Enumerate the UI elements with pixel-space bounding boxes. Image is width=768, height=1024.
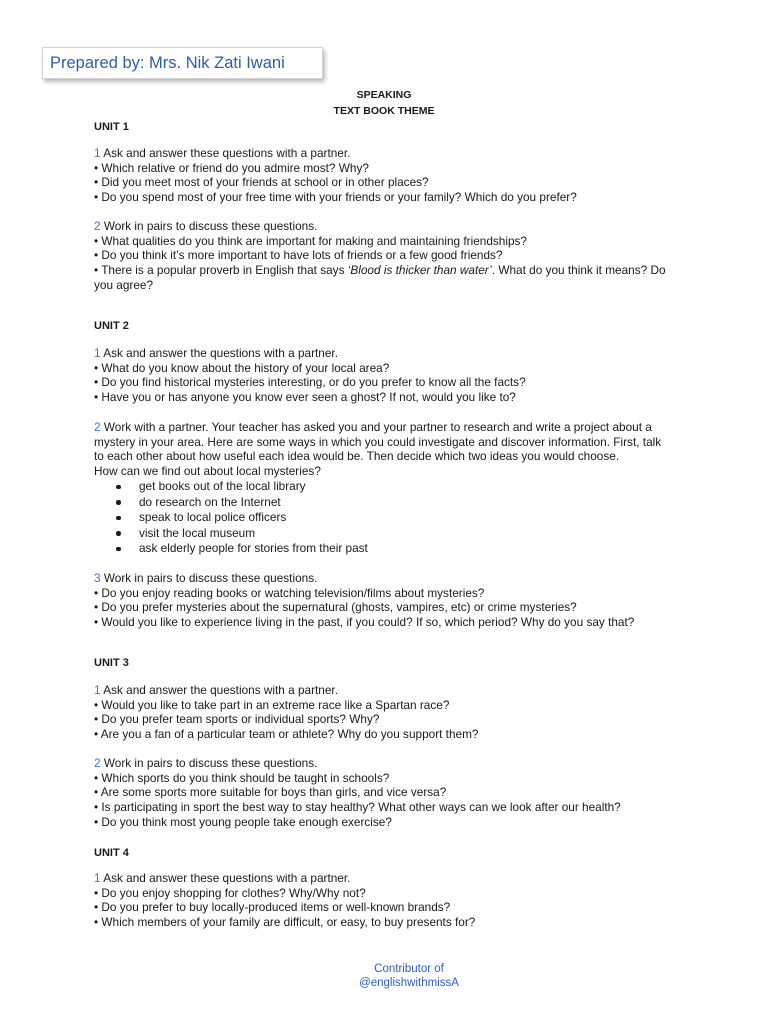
task-instruction [94, 420, 661, 435]
list-item-text: get books out of the local library [139, 479, 306, 493]
list-item [94, 526, 368, 542]
task-instruction-text: mystery in your area. Here are some ways in which you could investigate and discover information. First, talk [94, 434, 662, 449]
task-prompt: How can we find out about local mysteries? [94, 464, 321, 479]
task-number: 2 [94, 756, 101, 770]
task-instruction-text: Work with a partner. Your teacher has asked you and your partner to research and write a project about a [103, 420, 652, 434]
unit-heading: UNIT 2 [94, 320, 129, 332]
list-item [94, 510, 368, 526]
task-block [94, 219, 666, 292]
task-instruction [94, 346, 526, 361]
bullet-icon [116, 516, 121, 521]
task-instruction-text: Ask and answer these questions with a partner. [103, 146, 351, 160]
list-item [94, 541, 368, 557]
list-item-text: speak to local police officers [139, 510, 287, 524]
question-item: • Did you meet most of your friends at school or in other places? [94, 175, 429, 190]
question-text: . What do you think it means? Do [491, 263, 666, 278]
task-number: 1 [94, 146, 101, 160]
task-number: 1 [94, 871, 101, 885]
task-block [94, 571, 634, 630]
ideas-list [94, 479, 368, 557]
task-number: 1 [94, 346, 101, 360]
prepared-by-text: Prepared by: Mrs. Nik Zati Iwani [50, 54, 285, 72]
task-instruction-text: to each other about how useful each idea would be. Then decide which two ideas you would choose. [94, 449, 620, 464]
task-block [94, 146, 577, 205]
bullet-icon [116, 547, 121, 552]
task-instruction [94, 571, 634, 586]
task-instruction [94, 683, 478, 698]
task-instruction-text: Ask and answer these questions with a partner. [103, 871, 351, 885]
question-item: • Do you think it’s more important to have lots of friends or a few good friends? [94, 248, 503, 263]
task-instruction [94, 756, 621, 771]
footer-contributor-handle: @englishwithmissA [359, 977, 459, 989]
question-item-proverb [94, 263, 666, 278]
footer-contributor-label: Contributor of [374, 963, 444, 975]
task-block [94, 346, 526, 405]
list-item-text: ask elderly people for stories from their past [139, 541, 368, 555]
question-item: • Do you prefer team sports or individual sports? Why? [94, 712, 380, 727]
question-item: • Do you spend most of your free time with your friends or your family? Which do you prefer? [94, 190, 577, 205]
question-item: • Which relative or friend do you admire most? Why? [94, 160, 369, 175]
task-instruction-text: Ask and answer the questions with a partner. [103, 346, 338, 360]
question-item: • Which members of your family are difficult, or easy, to buy presents for? [94, 915, 476, 930]
task-block [94, 683, 478, 742]
question-item: • Are some sports more suitable for boys than girls, and vice versa? [94, 785, 447, 800]
unit-heading: UNIT 1 [94, 121, 129, 133]
page-subtitle: TEXT BOOK THEME [333, 104, 435, 117]
question-item: • Which sports do you think should be taught in schools? [94, 770, 390, 785]
question-item: • What qualities do you think are important for making and maintaining friendships? [94, 233, 527, 248]
task-instruction [94, 219, 666, 234]
task-block [94, 420, 661, 479]
list-item-text: visit the local museum [139, 525, 256, 540]
question-item: • Do you prefer mysteries about the supernatural (ghosts, vampires, etc) or crime mysteries? [94, 600, 577, 615]
task-number: 2 [94, 420, 101, 434]
task-instruction-text: Work in pairs to discuss these questions. [103, 219, 318, 233]
bullet-icon [116, 485, 121, 490]
task-instruction [94, 146, 577, 161]
unit-heading: UNIT 3 [94, 657, 129, 669]
task-number: 2 [94, 219, 101, 233]
bullet-icon [116, 531, 121, 536]
question-item: • Do you think most young people take enough exercise? [94, 814, 392, 829]
question-item: • Do you prefer to buy locally-produced items or well-known brands? [94, 900, 451, 915]
question-item: • Are you a fan of a particular team or athlete? Why do you support them? [94, 727, 479, 742]
task-instruction-text: Work in pairs to discuss these questions. [103, 756, 318, 770]
list-item [94, 495, 368, 511]
task-block [94, 871, 475, 930]
question-item: • Do you enjoy shopping for clothes? Why/Why not? [94, 885, 366, 900]
list-item [94, 479, 368, 495]
task-number: 1 [94, 683, 101, 697]
question-item: • Would you like to experience living in the past, if you could? If so, which period? Why do you say that? [94, 615, 635, 630]
question-item: • Have you or has anyone you know ever seen a ghost? If not, would you like to? [94, 390, 516, 405]
question-item: • Do you find historical mysteries interesting, or do you prefer to know all the facts? [94, 375, 526, 390]
bullet-icon [116, 500, 121, 505]
prepared-by-box [42, 47, 323, 79]
question-item: • What do you know about the history of your local area? [94, 360, 390, 375]
proverb-quote: ‘Blood is thicker than water’ [347, 263, 492, 278]
question-item: • Is participating in sport the best way to stay healthy? What other ways can we look after our health? [94, 800, 621, 815]
task-block [94, 756, 621, 829]
task-instruction-text: Work in pairs to discuss these questions. [103, 571, 318, 585]
question-item: • Would you like to take part in an extreme race like a Spartan race? [94, 697, 450, 712]
task-instruction [94, 871, 475, 886]
question-item-continued: you agree? [94, 277, 154, 292]
question-text: • There is a popular proverb in English that says [94, 263, 348, 278]
page-title: SPEAKING [356, 88, 412, 101]
task-instruction-text: Ask and answer the questions with a partner. [103, 683, 338, 697]
unit-heading: UNIT 4 [94, 847, 129, 859]
list-item-text: do research on the Internet [139, 494, 281, 509]
task-number: 3 [94, 571, 101, 585]
question-item: • Do you enjoy reading books or watching television/films about mysteries? [94, 585, 485, 600]
